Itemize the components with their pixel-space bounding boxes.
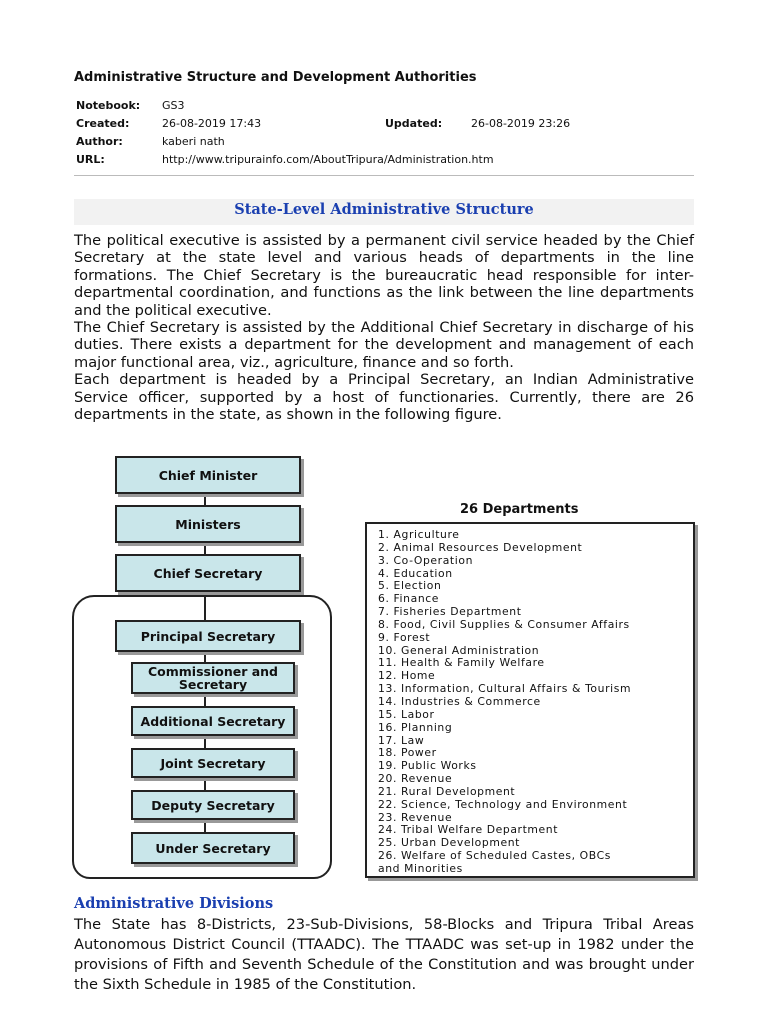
department-item: 5. Election	[378, 579, 442, 593]
url-link[interactable]: http://www.tripurainfo.com/AboutTripura/Administration.htm	[162, 153, 494, 166]
author-value: kaberi nath	[162, 135, 225, 148]
departments-list-box	[365, 522, 695, 878]
org-box-commissioner-secretary: Commissioner and Secretary	[131, 662, 295, 694]
author-label: Author:	[76, 135, 123, 148]
department-item: 8. Food, Civil Supplies & Consumer Affairs	[378, 617, 630, 631]
departments-list	[367, 524, 693, 876]
org-box-additional-secretary: Additional Secretary	[131, 706, 295, 736]
department-item: and Minorities	[378, 861, 463, 875]
meta-row-notebook	[74, 99, 694, 117]
paragraph: Each department is headed by a Principal Secretary, an Indian Administrative Service officer, supported by a host of functionaries. Currently, there are 26 departments in the state, as shown in the following figure.	[74, 371, 694, 424]
org-box-joint-secretary: Joint Secretary	[131, 748, 295, 778]
department-item: 9. Forest	[378, 630, 431, 644]
department-item: 6. Finance	[378, 592, 440, 606]
divider	[74, 175, 694, 176]
administrative-structure-figure	[70, 450, 710, 882]
department-item: 17. Law	[378, 733, 425, 747]
meta-row-url	[74, 153, 694, 171]
department-item: 26. Welfare of Scheduled Castes, OBCs	[378, 849, 611, 863]
department-item: 11. Health & Family Welfare	[378, 656, 545, 670]
department-item: 2. Animal Resources Development	[378, 540, 583, 554]
department-item: 10. General Administration	[378, 643, 540, 657]
department-item: 19. Public Works	[378, 759, 477, 773]
section-title-state-level: State-Level Administrative Structure	[74, 199, 694, 225]
org-box-under-secretary: Under Secretary	[131, 832, 295, 864]
created-value: 26-08-2019 17:43	[162, 117, 262, 130]
meta-row-created	[74, 117, 694, 135]
paragraph: The Chief Secretary is assisted by the Additional Chief Secretary in discharge of his duties. There exists a department for the development and management of each major functional area, viz., agriculture, finance and so forth.	[74, 319, 694, 371]
org-box-chief-minister: Chief Minister	[115, 456, 301, 494]
department-item: 7. Fisheries Department	[378, 605, 522, 619]
section2-body: The State has 8-Districts, 23-Sub-Divisions, 58-Blocks and Tripura Tribal Areas Autonomous District Council (TTAADC). The TTAADC was set-up in 1982 under the provisions of Fifth and Seventh Schedule of the Constitution and was brought under the Sixth Schedule in 1985 of the Constitution.	[74, 916, 694, 993]
department-item: 20. Revenue	[378, 772, 453, 786]
notebook-value[interactable]: GS3	[162, 99, 185, 112]
department-item: 23. Revenue	[378, 810, 453, 824]
org-box-ministers: Ministers	[115, 505, 301, 543]
department-item: 1. Agriculture	[378, 528, 460, 541]
updated-value: 26-08-2019 23:26	[471, 117, 571, 130]
department-item: 12. Home	[378, 669, 436, 683]
department-item: 21. Rural Development	[378, 784, 516, 798]
section-title-administrative-divisions: Administrative Divisions	[74, 895, 274, 912]
paragraph: The political executive is assisted by a permanent civil service headed by the Chief Secretary at the state level and various heads of departments in the line formations. The Chief Secretary is the bureaucratic head responsible for inter-departmental coordination, and functions as the link between the line departments and the political executive.	[74, 232, 694, 319]
created-label: Created:	[76, 117, 130, 130]
notebook-label: Notebook:	[76, 99, 141, 112]
department-item: 16. Planning	[378, 720, 453, 734]
section1-body	[74, 232, 694, 423]
department-item: 14. Industries & Commerce	[378, 694, 541, 708]
department-item: 18. Power	[378, 746, 437, 760]
department-item: 24. Tribal Welfare Department	[378, 823, 559, 837]
department-item: 4. Education	[378, 566, 453, 580]
org-box-chief-secretary: Chief Secretary	[115, 554, 301, 592]
org-box-deputy-secretary: Deputy Secretary	[131, 790, 295, 820]
meta-row-author	[74, 135, 694, 153]
connector-line	[204, 542, 206, 554]
department-item: 15. Labor	[378, 707, 435, 721]
note-title: Administrative Structure and Development Authorities	[74, 70, 477, 85]
org-box-principal-secretary: Principal Secretary	[115, 620, 301, 652]
updated-label: Updated:	[385, 117, 443, 130]
department-item: 22. Science, Technology and Environment	[378, 797, 628, 811]
department-item: 13. Information, Cultural Affairs & Tourism	[378, 682, 632, 696]
department-item: 25. Urban Development	[378, 836, 520, 850]
departments-title: 26 Departments	[460, 502, 579, 517]
department-item: 3. Co-Operation	[378, 553, 474, 567]
note-metadata	[74, 99, 694, 171]
url-label: URL:	[76, 153, 105, 166]
connector-line	[204, 493, 206, 505]
